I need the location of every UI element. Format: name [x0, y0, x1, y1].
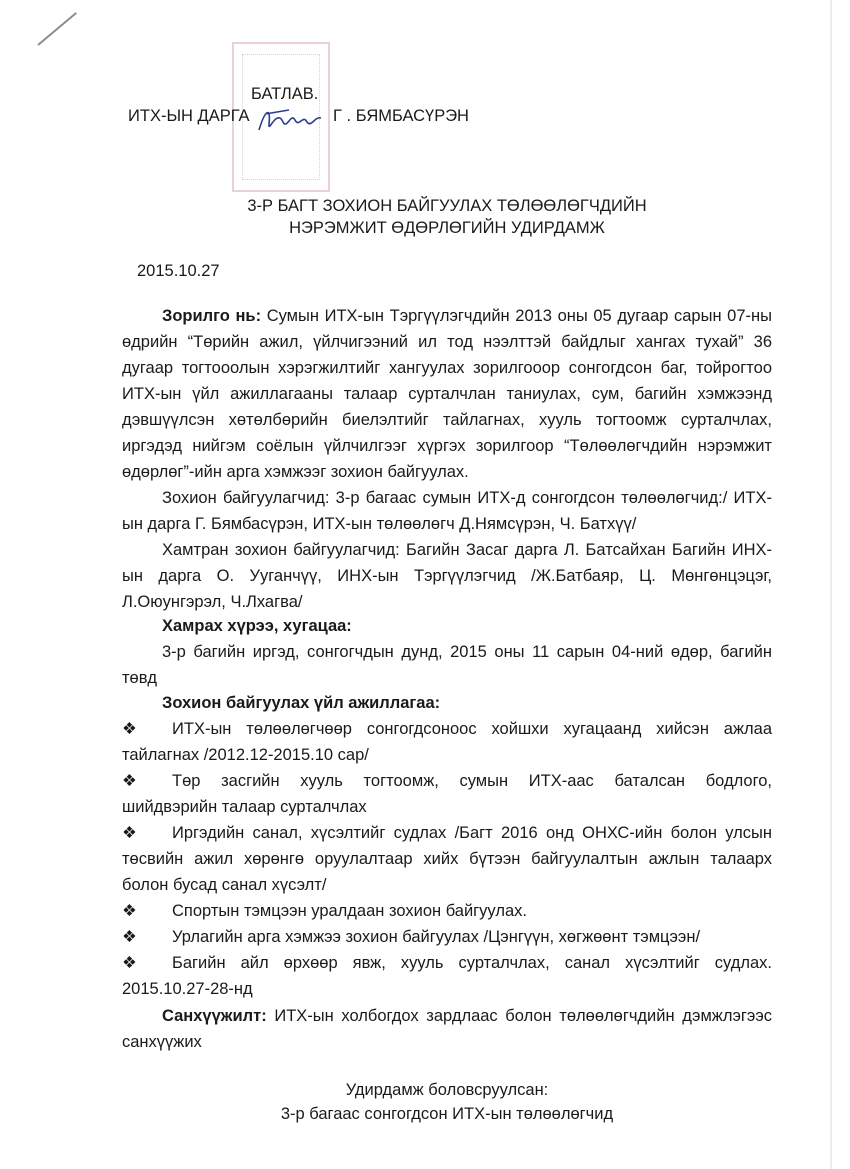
activity-3-line-2: төсвийн ажил хөрөнгө оруулалтаар хийх бүтээн байгуулалтын ажлын талаарх	[122, 850, 772, 868]
activity-2-line-1: ❖ Төр засгийн хууль тогтоомж, сумын ИТХ-аас баталсан бодлого,	[122, 768, 772, 794]
activity-6-line-2: 2015.10.27-28-нд	[122, 980, 253, 998]
staple-mark	[37, 12, 77, 46]
scope-line-1: 3-р багийн иргэд, сонгогчдын дунд, 2015 оны 11 сарын 04-ний өдөр, багийн	[162, 643, 772, 661]
financing-label: Санхүүжилт:	[162, 1007, 267, 1025]
financing-line-1: Санхүүжилт: ИТХ-ын холбогдох зардлаас болон төлөөлөгчдийн дэмжлэгээс	[162, 1007, 772, 1025]
bullet-icon: ❖	[122, 720, 137, 738]
footer-line-1: Удирдамж боловсруулсан:	[345, 1081, 549, 1099]
activity-1-line-2: тайлагнах /2012.12-2015.10 сар/	[122, 746, 369, 764]
signer-name: Г . БЯМБАСҮРЭН	[333, 107, 469, 125]
activity-3-line-3: болон бусад санал хүсэлт/	[122, 876, 327, 894]
co-organizers-line-2: ын дарга О. Ууганчүү, ИНХ-ын Тэргүүлэгчид /Ж.Батбаяр, Ц. Мөнгөнцэцэг,	[122, 567, 772, 585]
activity-5: ❖ Урлагийн арга хэмжээ зохион байгуулах /Цэнгүүн, хөгжөөнт тэмцээн/	[122, 924, 772, 950]
scope-heading: Хамрах хүрээ, хугацаа:	[162, 617, 352, 635]
activities-heading: Зохион байгуулах үйл ажиллагаа:	[162, 694, 441, 712]
bullet-icon: ❖	[122, 928, 137, 946]
footer-line-2: 3-р багаас сонгогдсон ИТХ-ын төлөөлөгчид	[280, 1105, 614, 1123]
document-title-line1: 3-Р БАГТ ЗОХИОН БАЙГУУЛАХ ТӨЛӨӨЛӨГЧДИЙН	[247, 197, 647, 215]
approve-label: БАТЛАВ.	[251, 85, 319, 103]
goal-line-5: дэвшүүлсэн хөтөлбөрийн биелэлтийг тайлагнах, хууль тогтоомж сурталчлах,	[122, 411, 772, 429]
co-organizers-line-1: Хамтран зохион байгуулагчид: Багийн Засаг дарга Л. Батсайхан Багийн ИНХ-	[162, 541, 772, 559]
activity-3-line-1: ❖ Иргэдийн санал, хүсэлтийг судлах /Багт 2016 онд ОНХС-ийн болон улсын	[122, 820, 772, 846]
activity-4: ❖ Спортын тэмцээн уралдаан зохион байгуулах.	[122, 898, 772, 924]
goal-line-3: дугаар тогтооолын хэрэгжилтийг хангуулах зорилгооор сонгогдсон баг, тойрогтоо	[122, 359, 772, 377]
page-edge	[830, 0, 832, 1169]
position-label: ИТХ-ЫН ДАРГА	[128, 107, 250, 125]
bullet-icon: ❖	[122, 772, 137, 790]
document-date: 2015.10.27	[137, 262, 220, 280]
bullet-icon: ❖	[122, 954, 137, 972]
bullet-icon: ❖	[122, 824, 137, 842]
scope-line-2: төвд	[122, 669, 157, 687]
co-organizers-line-3: Л.Оюунгэрэл, Ч.Лхагва/	[122, 593, 303, 611]
activity-2-line-2: шийдвэрийн талаар сурталчлах	[122, 798, 367, 816]
organizers-line-1: Зохион байгуулагчид: 3-р багаас сумын ИТХ-д сонгогдсон төлөөлөгчид:/ ИТХ-	[162, 489, 772, 507]
financing-line-2: санхүүжих	[122, 1033, 202, 1051]
goal-line-1: Зорилго нь: Сумын ИТХ-ын Тэргүүлэгчдийн 2013 оны 05 дугаар сарын 07-ны	[162, 307, 772, 325]
organizers-line-2: ын дарга Г. Бямбасүрэн, ИТХ-ын төлөөлөгч Д.Нямсүрэн, Ч. Батхүү/	[122, 515, 637, 533]
document-title-line2: НЭРЭМЖИТ ӨДӨРЛӨГИЙН УДИРДАМЖ	[289, 219, 605, 237]
goal-label: Зорилго нь:	[162, 307, 262, 325]
signature	[255, 100, 335, 140]
goal-line-7: өдөрлөг”-ийн арга хэмжээг зохион байгуулах.	[122, 463, 469, 481]
goal-line-2: өдрийн “Төрийн ажил, үйлчигээний ил тод нээлттэй байдлыг хангах тухай” 36	[122, 333, 772, 351]
goal-line-6: иргэдэд нийгэм соёлын үйлчилгээг хүргэх зорилгоор “Төлөөлөгчдийн нэрэмжит	[122, 437, 772, 455]
activity-6-line-1: ❖ Багийн айл өрхөөр явж, хууль сурталчлах, санал хүсэлтийг судлах.	[122, 950, 772, 976]
goal-line-4: ИТХ-ын үйл ажиллагааны талаар сурталчлан таниулах, сум, багийн хэмжээнд	[122, 385, 772, 403]
bullet-icon: ❖	[122, 902, 137, 920]
activity-1-line-1: ❖ ИТХ-ын төлөөлөгчөөр сонгогдсоноос хойшхи хугацаанд хийсэн ажлаа	[122, 716, 772, 742]
